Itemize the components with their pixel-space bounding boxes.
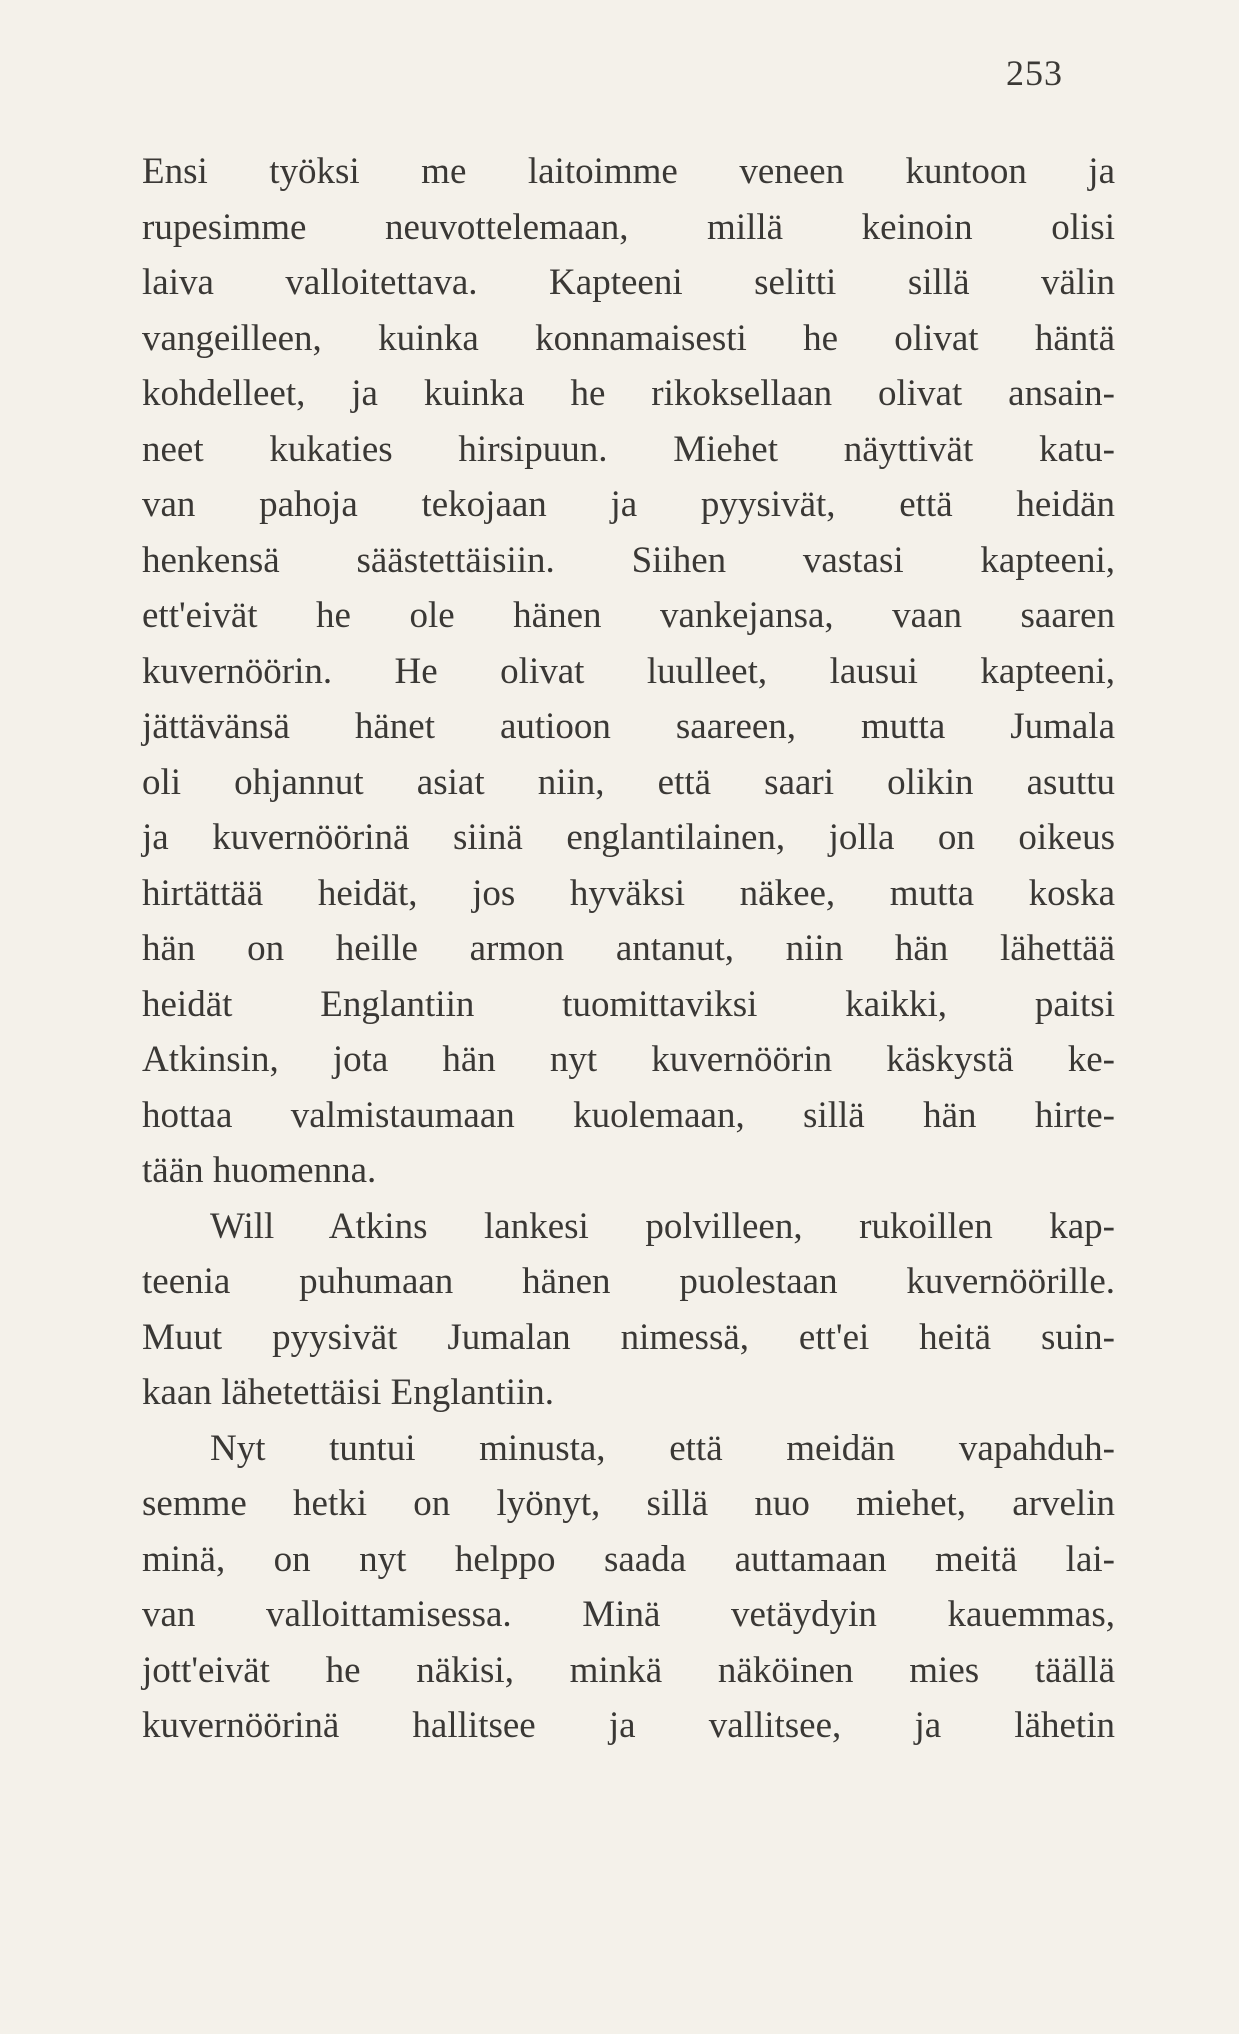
text-line: Atkinsin, jota hän nyt kuvernöörin käskystä ke- bbox=[142, 1039, 1115, 1080]
text-line: minä, on nyt helppo saada auttamaan meitä lai- bbox=[142, 1538, 1115, 1580]
text-line: kohdelleet, ja kuinka he rikoksellaan olivat ansain- bbox=[142, 373, 1115, 414]
text-line: ja kuvernöörinä siinä englantilainen, jolla on oikeus bbox=[142, 817, 1115, 858]
text-line: ett'eivät he ole hänen vankejansa, vaan saaren bbox=[142, 595, 1115, 636]
text-line: laiva valloitettava. Kapteeni selitti sillä välin bbox=[142, 262, 1115, 303]
text-line: kuvernöörinä hallitsee ja vallitsee, ja lähetin bbox=[142, 1705, 1115, 1746]
text-line: Ensi työksi me laitoimme veneen kuntoon ja bbox=[142, 151, 1115, 192]
text-line: hän on heille armon antanut, niin hän lähettää bbox=[142, 928, 1115, 969]
paragraph-end-line: tään huomenna. bbox=[142, 1150, 377, 1191]
text-line: teenia puhumaan hänen puolestaan kuvernöörille. bbox=[142, 1261, 1115, 1302]
text-line: hirtättää heidät, jos hyväksi näkee, mutta koska bbox=[142, 872, 1115, 914]
text-line: jättävänsä hänet autioon saareen, mutta Jumala bbox=[142, 706, 1115, 747]
text-line: kuvernöörin. He olivat luulleet, lausui kapteeni, bbox=[142, 650, 1115, 692]
paragraph-start-line: Will Atkins lankesi polvilleen, rukoillen kap- bbox=[210, 1205, 1115, 1247]
paragraph-start-line: Nyt tuntui minusta, että meidän vapahduh- bbox=[210, 1427, 1115, 1469]
text-line: vangeilleen, kuinka konnamaisesti he olivat häntä bbox=[142, 317, 1115, 359]
body-text bbox=[142, 144, 1115, 1754]
text-line: jott'eivät he näkisi, minkä näköinen mies täällä bbox=[142, 1649, 1115, 1691]
text-line: henkensä säästettäisiin. Siihen vastasi kapteeni, bbox=[142, 539, 1115, 581]
text-line: hottaa valmistaumaan kuolemaan, sillä hän hirte- bbox=[142, 1094, 1115, 1136]
text-line: van pahoja tekojaan ja pyysivät, että heidän bbox=[142, 484, 1115, 525]
text-line: semme hetki on lyönyt, sillä nuo miehet, arvelin bbox=[142, 1483, 1115, 1524]
text-line: neet kukaties hirsipuun. Miehet näyttivät katu- bbox=[142, 428, 1115, 470]
paragraph-end-line: kaan lähetettäisi Englantiin. bbox=[142, 1372, 555, 1413]
text-line: rupesimme neuvottelemaan, millä keinoin olisi bbox=[142, 206, 1115, 248]
text-line: heidät Englantiin tuomittaviksi kaikki, paitsi bbox=[142, 983, 1115, 1025]
page-number: 253 bbox=[1006, 53, 1063, 93]
text-line: van valloittamisessa. Minä vetäydyin kauemmas, bbox=[142, 1594, 1115, 1635]
text-line: oli ohjannut asiat niin, että saari olikin asuttu bbox=[142, 761, 1115, 803]
text-line: Muut pyysivät Jumalan nimessä, ett'ei heitä suin- bbox=[142, 1316, 1115, 1358]
